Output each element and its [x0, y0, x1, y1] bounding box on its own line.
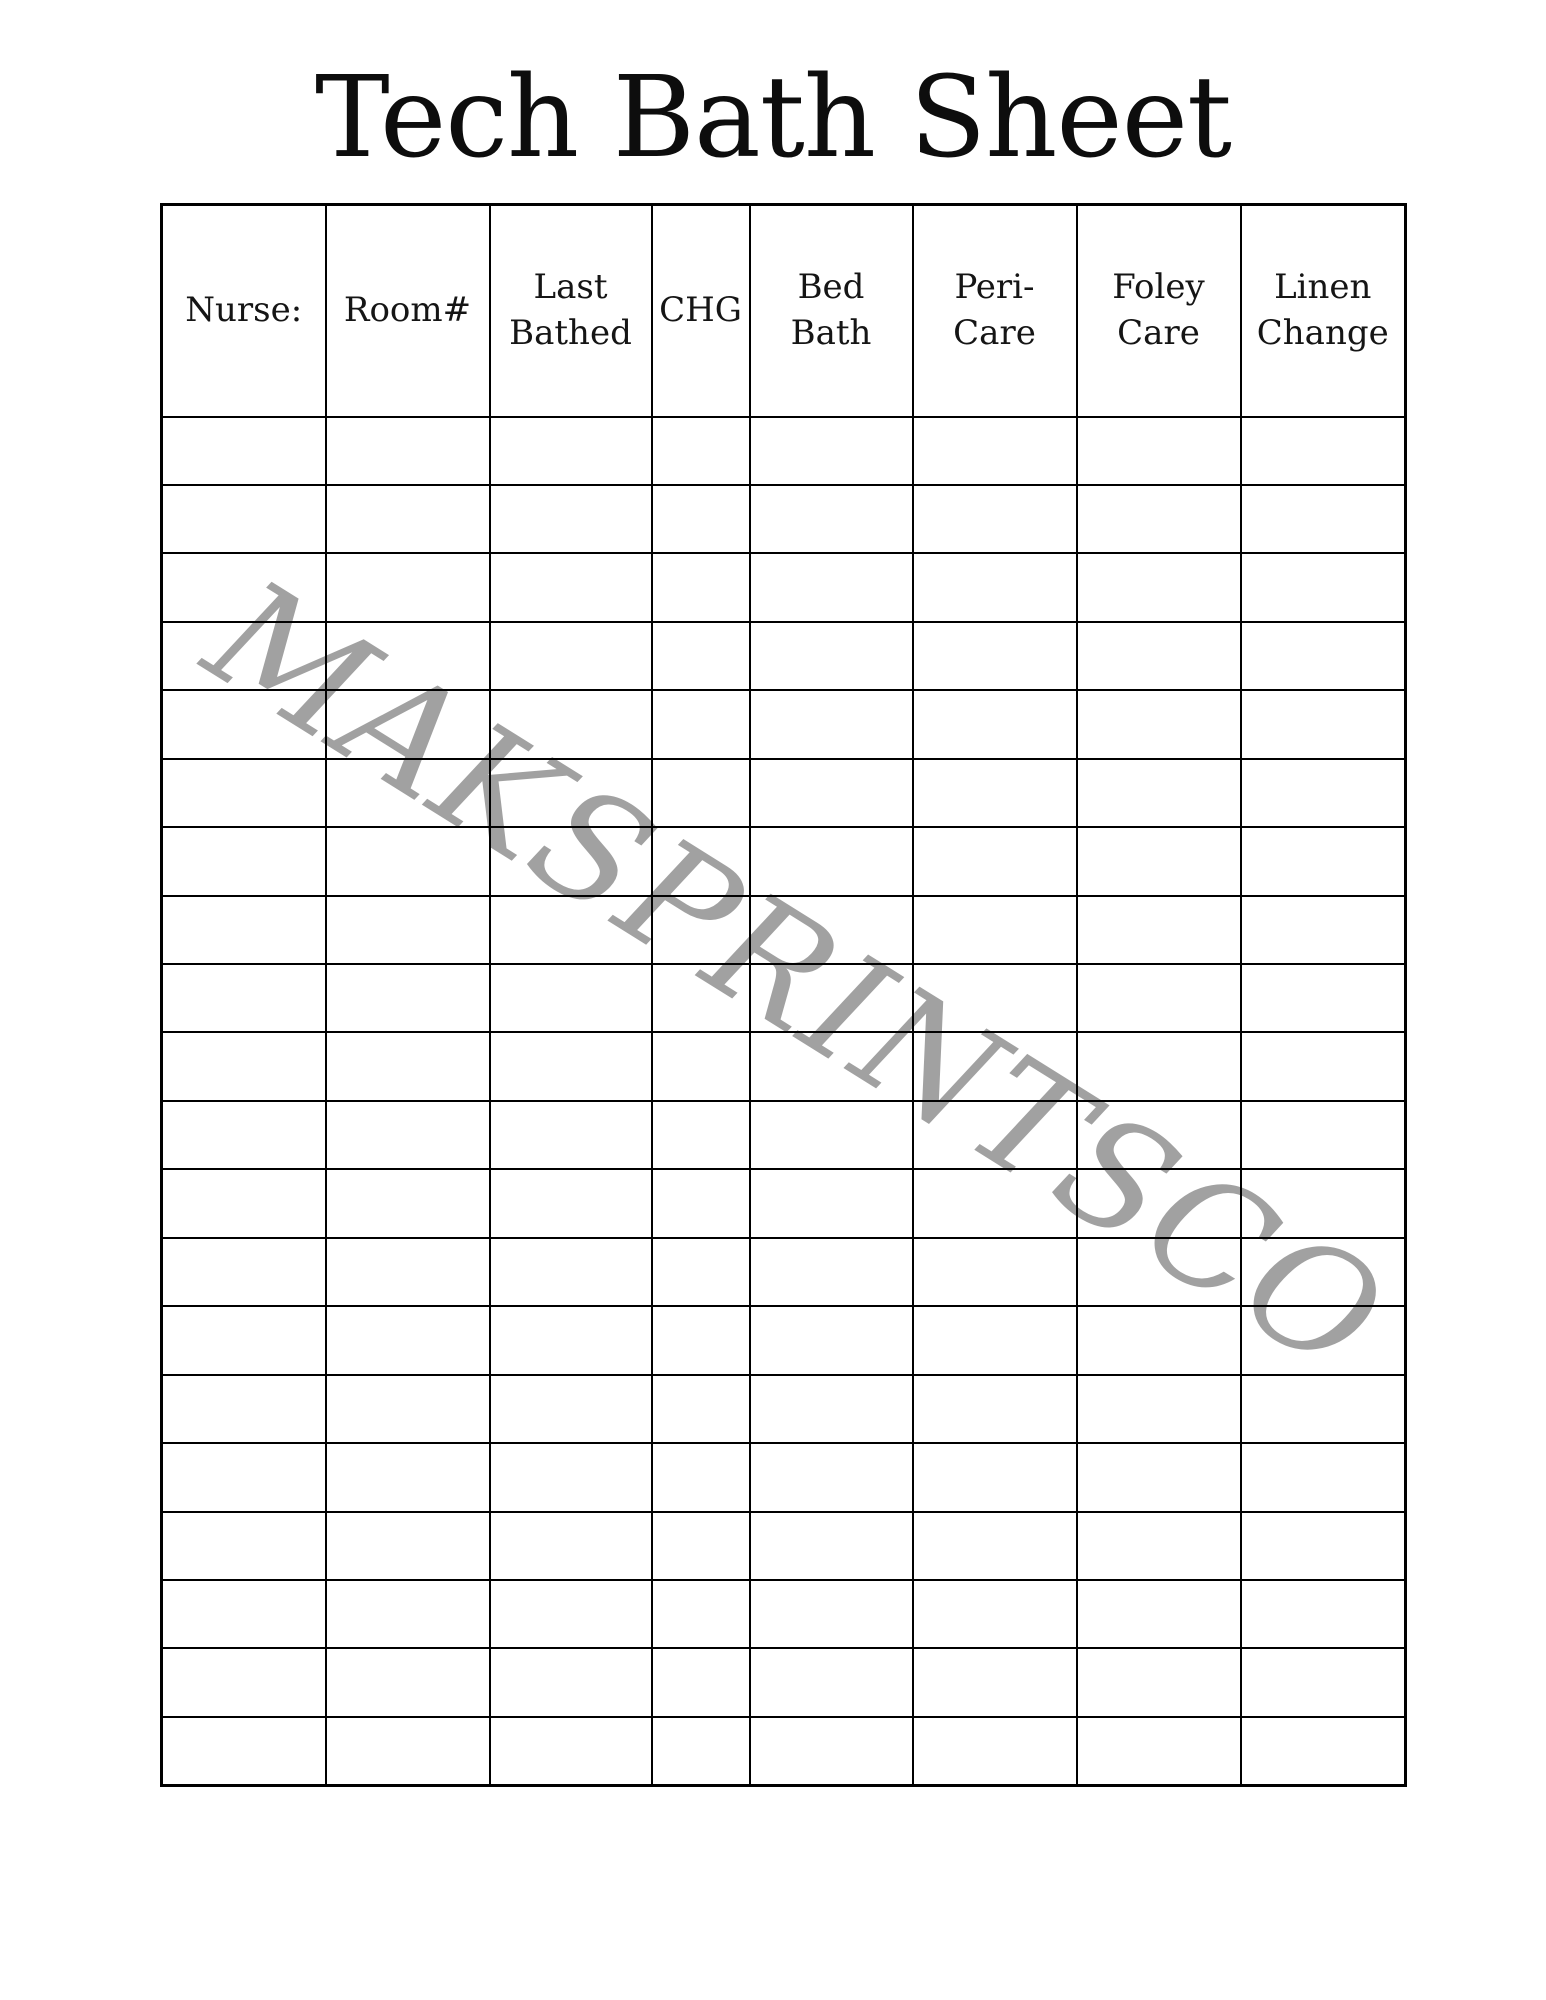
- header-nurse: Nurse:: [162, 205, 326, 417]
- table-row: [162, 1443, 1406, 1511]
- empty-cell: [490, 622, 652, 690]
- empty-cell: [913, 1580, 1077, 1648]
- empty-cell: [750, 1375, 913, 1443]
- empty-cell: [750, 417, 913, 485]
- empty-cell: [913, 485, 1077, 553]
- empty-cell: [652, 1717, 750, 1785]
- empty-cell: [652, 759, 750, 827]
- empty-cell: [162, 964, 326, 1032]
- empty-cell: [913, 1101, 1077, 1169]
- empty-cell: [490, 1169, 652, 1237]
- empty-cell: [490, 964, 652, 1032]
- empty-cell: [913, 1443, 1077, 1511]
- table-row: [162, 1306, 1406, 1374]
- empty-cell: [1077, 1512, 1241, 1580]
- empty-cell: [162, 896, 326, 964]
- empty-cell: [326, 1169, 490, 1237]
- empty-cell: [750, 622, 913, 690]
- header-foley-care: Foley Care: [1077, 205, 1241, 417]
- empty-cell: [162, 1375, 326, 1443]
- empty-cell: [1241, 1101, 1406, 1169]
- table-row: [162, 1375, 1406, 1443]
- empty-cell: [162, 1101, 326, 1169]
- table-row: [162, 1648, 1406, 1716]
- empty-cell: [162, 1717, 326, 1785]
- empty-cell: [652, 1238, 750, 1306]
- empty-cell: [913, 417, 1077, 485]
- empty-cell: [913, 964, 1077, 1032]
- bath-sheet-table: [160, 203, 1413, 1787]
- empty-cell: [162, 759, 326, 827]
- empty-cell: [1241, 417, 1406, 485]
- empty-cell: [652, 553, 750, 621]
- table-row: [162, 690, 1406, 758]
- empty-cell: [162, 417, 326, 485]
- empty-cell: [490, 1717, 652, 1785]
- empty-cell: [1077, 1648, 1241, 1716]
- empty-cell: [652, 964, 750, 1032]
- empty-cell: [913, 690, 1077, 758]
- empty-cell: [750, 1032, 913, 1100]
- header-row: [162, 205, 1406, 417]
- empty-cell: [162, 1580, 326, 1648]
- empty-cell: [490, 417, 652, 485]
- table-row: [162, 1580, 1406, 1648]
- empty-cell: [750, 485, 913, 553]
- empty-cell: [1077, 1101, 1241, 1169]
- empty-cell: [1077, 1032, 1241, 1100]
- empty-cell: [326, 1512, 490, 1580]
- empty-cell: [913, 759, 1077, 827]
- empty-cell: [1241, 1717, 1406, 1785]
- header-room-number: Room#: [326, 205, 490, 417]
- empty-cell: [1077, 1238, 1241, 1306]
- empty-cell: [1077, 690, 1241, 758]
- empty-cell: [652, 1580, 750, 1648]
- empty-cell: [490, 1375, 652, 1443]
- empty-cell: [1241, 1443, 1406, 1511]
- empty-cell: [326, 485, 490, 553]
- empty-cell: [326, 622, 490, 690]
- empty-cell: [652, 1169, 750, 1237]
- empty-cell: [750, 1238, 913, 1306]
- empty-cell: [913, 1512, 1077, 1580]
- empty-cell: [326, 827, 490, 895]
- empty-cell: [1241, 827, 1406, 895]
- empty-cell: [1241, 553, 1406, 621]
- empty-cell: [490, 1101, 652, 1169]
- empty-cell: [913, 1306, 1077, 1374]
- empty-cell: [490, 553, 652, 621]
- empty-cell: [750, 1443, 913, 1511]
- empty-cell: [652, 896, 750, 964]
- empty-cell: [652, 1032, 750, 1100]
- empty-cell: [1241, 1648, 1406, 1716]
- empty-cell: [326, 1717, 490, 1785]
- empty-cell: [162, 1306, 326, 1374]
- empty-cell: [652, 1306, 750, 1374]
- empty-cell: [913, 1238, 1077, 1306]
- empty-cell: [652, 1512, 750, 1580]
- empty-cell: [1077, 417, 1241, 485]
- empty-cell: [750, 827, 913, 895]
- empty-cell: [490, 1032, 652, 1100]
- empty-cell: [750, 553, 913, 621]
- empty-cell: [326, 417, 490, 485]
- table-row: [162, 827, 1406, 895]
- empty-cell: [326, 896, 490, 964]
- empty-cell: [162, 827, 326, 895]
- header-bed-bath: Bed Bath: [750, 205, 913, 417]
- empty-cell: [913, 1032, 1077, 1100]
- table-row: [162, 485, 1406, 553]
- empty-cell: [162, 485, 326, 553]
- empty-cell: [750, 1306, 913, 1374]
- empty-cell: [326, 1580, 490, 1648]
- empty-cell: [162, 1648, 326, 1716]
- empty-cell: [750, 1101, 913, 1169]
- empty-cell: [490, 690, 652, 758]
- empty-cell: [750, 1580, 913, 1648]
- empty-cell: [1241, 1238, 1406, 1306]
- empty-cell: [1077, 759, 1241, 827]
- empty-cell: [1241, 1169, 1406, 1237]
- empty-cell: [1241, 690, 1406, 758]
- empty-cell: [652, 1101, 750, 1169]
- empty-cell: [490, 896, 652, 964]
- empty-cell: [1077, 896, 1241, 964]
- empty-cell: [652, 1443, 750, 1511]
- empty-cell: [1077, 1580, 1241, 1648]
- empty-cell: [162, 1443, 326, 1511]
- empty-cell: [490, 1306, 652, 1374]
- empty-cell: [1241, 1375, 1406, 1443]
- empty-cell: [490, 1648, 652, 1716]
- table-row: [162, 553, 1406, 621]
- empty-cell: [913, 1375, 1077, 1443]
- header-chg: CHG: [652, 205, 750, 417]
- empty-cell: [750, 759, 913, 827]
- empty-cell: [913, 1169, 1077, 1237]
- empty-cell: [162, 622, 326, 690]
- empty-cell: [1077, 485, 1241, 553]
- empty-cell: [490, 1238, 652, 1306]
- table-row: [162, 622, 1406, 690]
- empty-cell: [913, 896, 1077, 964]
- header-last-bathed: Last Bathed: [490, 205, 652, 417]
- empty-cell: [750, 690, 913, 758]
- empty-cell: [1241, 896, 1406, 964]
- empty-cell: [750, 896, 913, 964]
- empty-cell: [1241, 759, 1406, 827]
- empty-cell: [162, 1032, 326, 1100]
- empty-cell: [1241, 964, 1406, 1032]
- empty-cell: [652, 622, 750, 690]
- empty-cell: [750, 1512, 913, 1580]
- empty-cell: [1241, 622, 1406, 690]
- empty-cell: [1077, 622, 1241, 690]
- empty-cell: [652, 827, 750, 895]
- empty-cell: [1241, 1512, 1406, 1580]
- table-row: [162, 1169, 1406, 1237]
- table-row: [162, 1032, 1406, 1100]
- empty-cell: [750, 1717, 913, 1785]
- empty-cell: [162, 690, 326, 758]
- empty-cell: [490, 1443, 652, 1511]
- empty-cell: [1077, 1306, 1241, 1374]
- empty-cell: [326, 1032, 490, 1100]
- empty-cell: [326, 1238, 490, 1306]
- empty-cell: [490, 827, 652, 895]
- empty-cell: [652, 1648, 750, 1716]
- empty-cell: [652, 1375, 750, 1443]
- empty-cell: [913, 1717, 1077, 1785]
- table-row: [162, 417, 1406, 485]
- empty-cell: [750, 1169, 913, 1237]
- table-row: [162, 759, 1406, 827]
- empty-cell: [1077, 553, 1241, 621]
- empty-cell: [1077, 964, 1241, 1032]
- empty-cell: [1077, 1443, 1241, 1511]
- empty-cell: [490, 1512, 652, 1580]
- empty-cell: [326, 1375, 490, 1443]
- empty-cell: [913, 622, 1077, 690]
- empty-cell: [326, 553, 490, 621]
- table-row: [162, 1238, 1406, 1306]
- table-row: [162, 896, 1406, 964]
- empty-cell: [652, 690, 750, 758]
- empty-cell: [913, 553, 1077, 621]
- empty-cell: [750, 1648, 913, 1716]
- empty-cell: [162, 553, 326, 621]
- empty-cell: [1241, 1032, 1406, 1100]
- empty-cell: [490, 1580, 652, 1648]
- empty-cell: [750, 964, 913, 1032]
- empty-cell: [913, 827, 1077, 895]
- empty-cell: [490, 759, 652, 827]
- empty-cell: [1077, 827, 1241, 895]
- empty-cell: [490, 485, 652, 553]
- empty-cell: [1077, 1717, 1241, 1785]
- empty-cell: [913, 1648, 1077, 1716]
- empty-cell: [1241, 1306, 1406, 1374]
- empty-cell: [652, 485, 750, 553]
- empty-cell: [326, 690, 490, 758]
- table-row: [162, 964, 1406, 1032]
- empty-cell: [1241, 485, 1406, 553]
- empty-cell: [162, 1238, 326, 1306]
- empty-cell: [326, 1101, 490, 1169]
- empty-cell: [326, 964, 490, 1032]
- empty-cell: [1241, 1580, 1406, 1648]
- empty-cell: [162, 1512, 326, 1580]
- empty-cell: [326, 1306, 490, 1374]
- empty-cell: [326, 1443, 490, 1511]
- header-linen-change: Linen Change: [1241, 205, 1406, 417]
- empty-cell: [1077, 1375, 1241, 1443]
- empty-cell: [652, 417, 750, 485]
- table-row: [162, 1512, 1406, 1580]
- empty-cell: [1077, 1169, 1241, 1237]
- empty-cell: [162, 1169, 326, 1237]
- empty-cell: [326, 1648, 490, 1716]
- empty-cell: [326, 759, 490, 827]
- watermark-text: MAKSPRINTSCO: [179, 547, 1413, 1409]
- table-row: [162, 1101, 1406, 1169]
- header-peri-care: Peri-Care: [913, 205, 1077, 417]
- table-body: [162, 417, 1413, 1786]
- page-title: Tech Bath Sheet: [315, 53, 1231, 183]
- table-row: [162, 1717, 1406, 1785]
